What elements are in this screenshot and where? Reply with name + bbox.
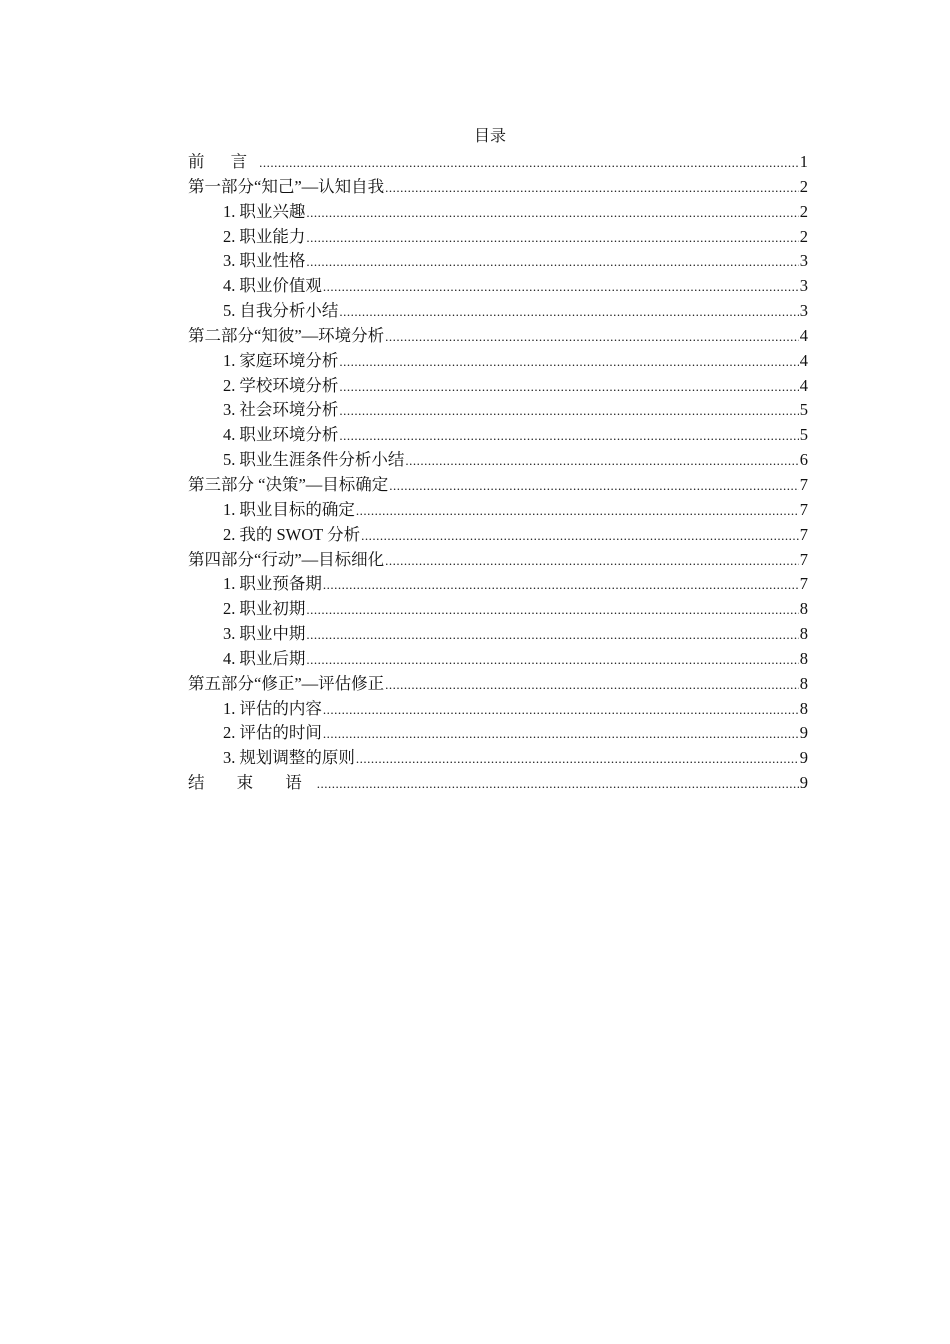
toc-entry-label: 第五部分“修正”—评估修正 bbox=[188, 673, 385, 693]
toc-page-number: 3 bbox=[799, 301, 808, 321]
toc-dot-leader bbox=[385, 176, 799, 201]
toc-entry-text bbox=[223, 249, 305, 274]
toc-entry-label: 职业生涯条件分析小结 bbox=[239, 450, 405, 470]
toc-entry-text bbox=[188, 771, 316, 796]
toc-entry-label: 第二部分“知彼”—环境分析 bbox=[188, 325, 385, 345]
toc-entry[interactable] bbox=[188, 697, 808, 722]
toc-entry-number: 1. bbox=[223, 574, 236, 594]
toc-entry-text bbox=[223, 498, 355, 523]
toc-entry-number: 2. bbox=[223, 599, 236, 619]
toc-entry[interactable] bbox=[188, 349, 808, 374]
toc-entry-number: 3. bbox=[223, 251, 236, 271]
toc-entry-text bbox=[223, 746, 355, 771]
toc-entry[interactable] bbox=[188, 225, 808, 250]
toc-entry-number: 1. bbox=[223, 350, 236, 370]
toc-entry-number: 4. bbox=[223, 648, 236, 668]
toc-entry-label: 职业预备期 bbox=[239, 574, 322, 594]
toc-entry-text bbox=[188, 548, 384, 573]
toc-entry[interactable] bbox=[188, 597, 808, 622]
toc-entry-text bbox=[188, 473, 388, 498]
toc-page-number: 8 bbox=[799, 648, 808, 668]
toc-page-number: 5 bbox=[799, 425, 808, 445]
toc-entry-text bbox=[223, 423, 338, 448]
toc-entry-text bbox=[223, 572, 322, 597]
toc-entry-text bbox=[223, 523, 360, 548]
toc-entry-number: 1. bbox=[223, 698, 236, 718]
toc-page-number: 8 bbox=[799, 599, 808, 619]
toc-entry-number: 2. bbox=[223, 226, 236, 246]
toc-entry-number: 5. bbox=[223, 301, 236, 321]
toc-entry[interactable] bbox=[188, 548, 808, 573]
toc-entry[interactable] bbox=[188, 200, 808, 225]
toc-entry[interactable] bbox=[188, 423, 808, 448]
toc-page-number: 4 bbox=[799, 375, 808, 395]
toc-entry-label: 评估的时间 bbox=[239, 723, 322, 743]
toc-page-number: 2 bbox=[799, 176, 808, 196]
toc-page-number: 5 bbox=[799, 400, 808, 420]
toc-entry-label: 学校环境分析 bbox=[239, 375, 339, 395]
toc-entry[interactable] bbox=[188, 374, 808, 399]
toc-entry[interactable] bbox=[188, 721, 808, 746]
toc-entry-text bbox=[188, 324, 384, 349]
toc-entry-label: 职业初期 bbox=[239, 599, 306, 619]
toc-dot-leader bbox=[323, 722, 799, 747]
toc-page-number: 1 bbox=[799, 152, 808, 171]
toc-entry-label: 职业能力 bbox=[239, 226, 306, 246]
toc-entry-number: 2. bbox=[223, 375, 236, 395]
toc-entry-text bbox=[223, 225, 305, 250]
table-of-contents bbox=[188, 126, 808, 796]
toc-entry-text bbox=[223, 721, 322, 746]
toc-page-number: 8 bbox=[799, 624, 808, 644]
toc-dot-leader bbox=[323, 698, 799, 723]
toc-entry-label: 社会环境分析 bbox=[239, 400, 339, 420]
toc-entry-text bbox=[188, 175, 384, 200]
toc-entry-number: 1. bbox=[223, 499, 236, 519]
toc-dot-leader bbox=[306, 250, 798, 275]
toc-entry-label: 规划调整的原则 bbox=[239, 748, 355, 768]
toc-dot-leader bbox=[339, 399, 798, 424]
toc-entry-number: 3. bbox=[223, 748, 236, 768]
toc-page-number: 7 bbox=[799, 574, 808, 594]
toc-entry-text bbox=[223, 647, 305, 672]
toc-dot-leader bbox=[317, 772, 799, 797]
toc-page-number: 7 bbox=[799, 474, 808, 494]
toc-dot-leader bbox=[306, 623, 798, 648]
toc-page-number: 7 bbox=[799, 499, 808, 519]
toc-entry-number: 5. bbox=[223, 450, 236, 470]
toc-page-number: 4 bbox=[799, 325, 808, 345]
toc-entry[interactable] bbox=[188, 448, 808, 473]
toc-entry[interactable] bbox=[188, 299, 808, 324]
toc-entry[interactable] bbox=[188, 473, 808, 498]
toc-dot-leader bbox=[339, 300, 798, 325]
toc-page-number: 7 bbox=[799, 549, 808, 569]
toc-page-number: 2 bbox=[799, 226, 808, 246]
toc-entry-number: 4. bbox=[223, 276, 236, 296]
toc-list bbox=[188, 150, 808, 796]
toc-entry-label: 评估的内容 bbox=[239, 698, 322, 718]
toc-page-number: 3 bbox=[799, 276, 808, 296]
toc-entry-text bbox=[223, 374, 338, 399]
toc-entry-label: 职业后期 bbox=[239, 648, 306, 668]
toc-entry[interactable] bbox=[188, 324, 808, 349]
toc-dot-leader bbox=[385, 325, 799, 350]
toc-entry-label: 家庭环境分析 bbox=[239, 350, 339, 370]
toc-dot-leader bbox=[339, 424, 798, 449]
toc-entry[interactable] bbox=[188, 498, 808, 523]
toc-entry-label: 第四部分“行动”—目标细化 bbox=[188, 549, 385, 569]
toc-page-number: 9 bbox=[799, 773, 808, 793]
toc-entry-text bbox=[223, 697, 322, 722]
toc-entry[interactable] bbox=[188, 175, 808, 200]
toc-entry-text bbox=[223, 349, 338, 374]
toc-entry-label: 前 言 bbox=[188, 152, 259, 171]
toc-entry-label: 职业中期 bbox=[239, 624, 306, 644]
toc-entry-number: 2. bbox=[223, 723, 236, 743]
toc-entry-label: 职业性格 bbox=[239, 251, 306, 271]
toc-entry-text bbox=[223, 622, 305, 647]
toc-entry-number: 1. bbox=[223, 201, 236, 221]
toc-dot-leader bbox=[385, 673, 799, 698]
toc-entry-label: 职业目标的确定 bbox=[239, 499, 355, 519]
toc-page-number: 6 bbox=[799, 450, 808, 470]
toc-dot-leader bbox=[306, 226, 798, 251]
toc-dot-leader bbox=[306, 648, 798, 673]
toc-dot-leader bbox=[323, 275, 799, 300]
toc-page-number: 8 bbox=[799, 698, 808, 718]
toc-entry-label: 第一部分“知己”—认知自我 bbox=[188, 176, 385, 196]
toc-entry[interactable] bbox=[188, 771, 808, 796]
toc-entry-text bbox=[188, 150, 258, 175]
toc-entry-text bbox=[223, 299, 338, 324]
toc-entry[interactable] bbox=[188, 672, 808, 697]
toc-page-number: 9 bbox=[799, 748, 808, 768]
toc-entry[interactable] bbox=[188, 398, 808, 423]
toc-dot-leader bbox=[356, 499, 799, 524]
toc-entry-number: 4. bbox=[223, 425, 236, 445]
toc-entry-label: 自我分析小结 bbox=[239, 301, 339, 321]
toc-entry[interactable] bbox=[188, 150, 808, 175]
toc-dot-leader bbox=[306, 598, 798, 623]
toc-dot-leader bbox=[339, 375, 798, 400]
toc-entry-number: 3. bbox=[223, 400, 236, 420]
toc-entry-label: 第三部分 “决策”—目标确定 bbox=[188, 474, 389, 494]
toc-page-number: 3 bbox=[799, 251, 808, 271]
toc-dot-leader bbox=[259, 151, 799, 176]
toc-entry-text bbox=[188, 672, 384, 697]
toc-dot-leader bbox=[356, 747, 799, 772]
toc-page-number: 8 bbox=[799, 673, 808, 693]
toc-entry-number: 3. bbox=[223, 624, 236, 644]
toc-dot-leader bbox=[361, 524, 799, 549]
toc-dot-leader bbox=[389, 474, 798, 499]
toc-entry[interactable] bbox=[188, 249, 808, 274]
toc-entry-text bbox=[223, 398, 338, 423]
toc-entry-label: 我的 SWOT 分析 bbox=[239, 524, 361, 544]
toc-entry-text bbox=[223, 274, 322, 299]
toc-entry[interactable] bbox=[188, 572, 808, 597]
toc-entry-text bbox=[223, 597, 305, 622]
toc-entry[interactable] bbox=[188, 523, 808, 548]
toc-page-number: 9 bbox=[799, 723, 808, 743]
toc-entry-label: 职业兴趣 bbox=[239, 201, 306, 221]
toc-entry[interactable] bbox=[188, 746, 808, 771]
toc-entry[interactable] bbox=[188, 274, 808, 299]
toc-entry-number: 2. bbox=[223, 524, 236, 544]
toc-dot-leader bbox=[339, 350, 798, 375]
toc-page-number: 4 bbox=[799, 350, 808, 370]
toc-page-number: 2 bbox=[799, 201, 808, 221]
toc-entry-text bbox=[223, 448, 404, 473]
toc-entry-text bbox=[223, 200, 305, 225]
toc-dot-leader bbox=[323, 573, 799, 598]
toc-entry[interactable] bbox=[188, 622, 808, 647]
toc-entry[interactable] bbox=[188, 647, 808, 672]
toc-entry-label: 职业环境分析 bbox=[239, 425, 339, 445]
toc-entry-label: 结 束 语 bbox=[188, 773, 316, 793]
toc-dot-leader bbox=[405, 449, 798, 474]
toc-dot-leader bbox=[306, 201, 798, 226]
toc-title: 目录 bbox=[473, 128, 506, 145]
toc-dot-leader bbox=[385, 549, 799, 574]
toc-entry-label: 职业价值观 bbox=[239, 276, 322, 296]
toc-page-number: 7 bbox=[799, 524, 808, 544]
